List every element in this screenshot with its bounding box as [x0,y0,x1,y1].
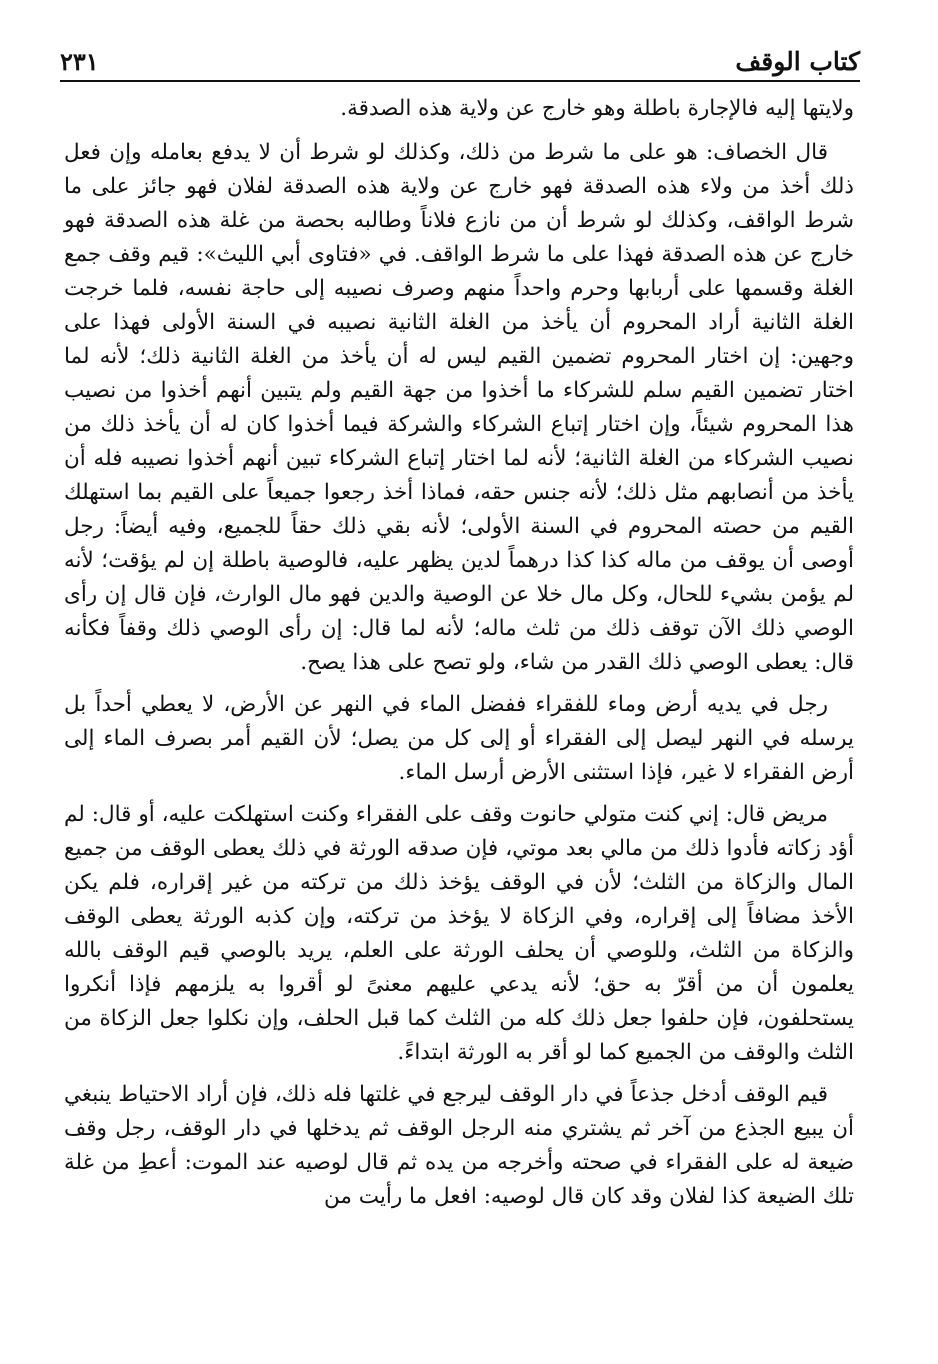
paragraph-continuation: ولايتها إليه فالإجارة باطلة وهو خارج عن ولاية هذه الصدقة. [340,96,854,121]
paragraph: قيم الوقف أدخل جذعاً في دار الوقف ليرجع في غلتها فله ذلك، فإن أراد الاحتياط ينبغي أن يبيع الجذع من آخر ثم يشتري منه الرجل الوقف ثم يدخلها في دار الوقف، رجل وقف ضيعة له على الفقراء في صحته وأخرجه من يده ثم قال لوصيه عند الموت: أعطِ من غلة تلك الضيعة كذا لفلان وقد كان قال لوصيه: افعل ما رأيت من [64,1082,854,1209]
header-rule [60,80,860,82]
paragraph: مريض قال: إني كنت متولي حانوت وقف على الفقراء وكنت استهلكت عليه، أو قال: لم أؤد زكاته فأدوا ذلك من مالي بعد موتي، فإن صدقه الورثة في ذلك يعطى الوقف من جميع المال والزكاة من الثلث؛ لأن في الوقف يؤخذ ذلك من تركته من غير إقراره، فلم يكن الأخذ مضافاً إلى إقراره، وفي الزكاة لا يؤخذ من تركته، وإن كذبه الورثة يعطى الوقف والزكاة من الثلث، وللوصي أن يحلف الورثة على العلم، يريد بالوصي قيم الوقف بالله يعلمون أن من أقرّ به حق؛ لأنه يدعي عليهم معنىً لو أقروا به يلزمهم فإذا أنكروا يستحلفون، فإن حلفوا جعل ذلك كله من الثلث كما قبل الحلف، وإن نكلوا جعل الزكاة من الثلث والوقف من الجميع كما لو أقر به الورثة ابتداءً. [64,802,854,1065]
paragraph: رجل في يديه أرض وماء للفقراء ففضل الماء في النهر عن الأرض، لا يعطي أحداً بل يرسله في النهر ليصل إلى الفقراء أو إلى كل من يصل؛ لأن القيم أمر بصرف الماء إلى أرض الفقراء لا غير، فإذا استثنى الأرض أرسل الماء. [64,692,854,785]
running-title: كتاب الوقف [735,47,860,76]
page-header [60,30,860,74]
body-text [64,92,854,1214]
paragraph: قال الخصاف: هو على ما شرط من ذلك، وكذلك لو شرط أن لا يدفع بعامله وإن فعل ذلك أخذ من ولاء هذه الصدقة فهو خارج عن ولاية هذه الصدقة لفلان فهو جائز على ما شرط الواقف، وكذلك لو شرط أن من نازع فلاناً وطالبه بحصة من غلة هذه الصدقة فهو خارج عن هذه الصدقة فهذا على ما شرط الواقف. في «فتاوى أبي الليث»: قيم وقف جمع الغلة وقسمها على أربابها وحرم واحداً منهم وصرف نصيبه إلى حاجة نفسه، فلما خرجت الغلة الثانية أراد المحروم أن يأخذ من الغلة الثانية نصيبه في السنة الأولى فهذا على وجهين: إن اختار المحروم تضمين القيم ليس له أن يأخذ من الغلة الثانية ذلك؛ لأنه لما اختار تضمين القيم سلم للشركاء ما أخذوا من جهة القيم ولم يتبين أنهم أخذوا من نصيب هذا المحروم شيئاً، وإن اختار إتباع الشركاء والشركة فيما أخذوا كان له أن يأخذ ذلك من نصيب الشركاء من الغلة الثانية؛ لأنه لما اختار إتباع الشركاء تبين أنهم أخذوا نصيبه فله أن يأخذ من أنصابهم مثل ذلك؛ لأنه جنس حقه، فماذا أخذ رجعوا جميعاً على القيم بما استهلك القيم من حصته المحروم في السنة الأولى؛ لأنه بقي ذلك حقاً للجميع، وفيه أيضاً: رجل أوصى أن يوقف من ماله كذا كذا درهماً لدين يظهر عليه، فالوصية باطلة إن لم يؤقت؛ لأنه لم يؤمن بشيء للحال، وكل مال خلا عن الوصية والدين فهو مال الوارث، فإن قال إن رأى الوصي ذلك الآن توقف ذلك من ثلث ماله؛ لأنه لما قال: إن رأى الوصي ذلك وقفاً فكأنه قال: يعطى الوصي ذلك القدر من شاء، ولو تصح على هذا يصح. [64,140,854,675]
page-number: ٢٣١ [60,47,99,76]
